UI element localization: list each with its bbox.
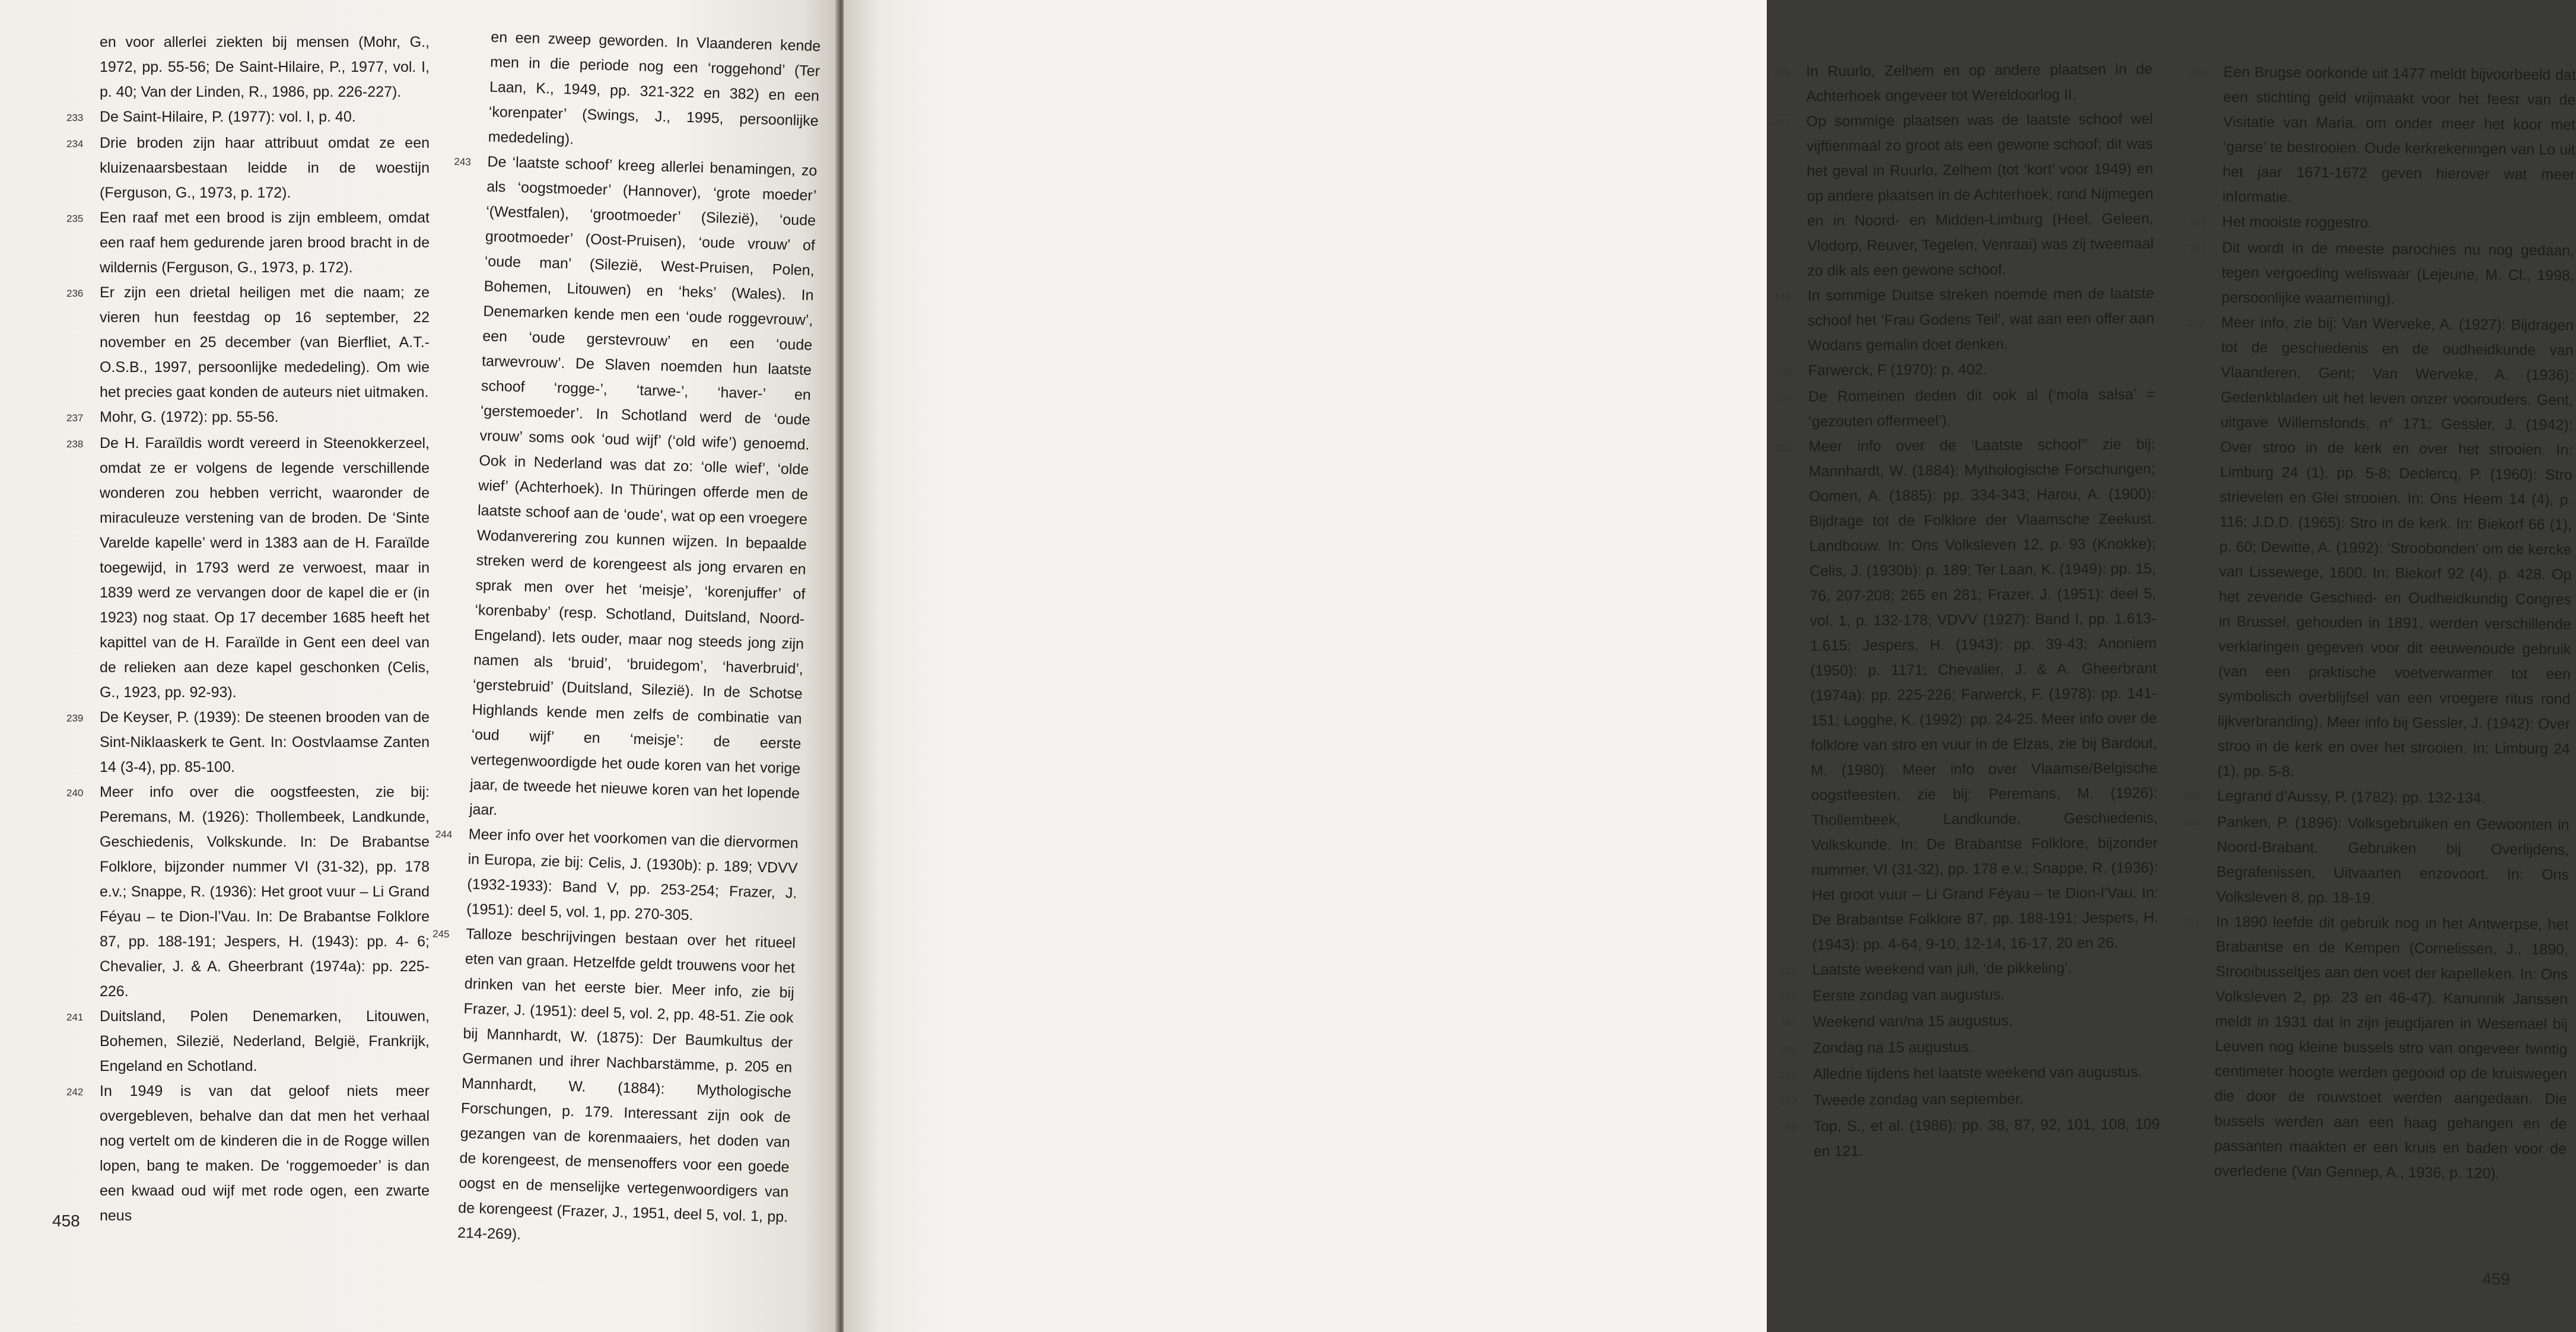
left-page-column-2 (424, 24, 821, 1254)
footnote-265 (2180, 909, 2568, 1187)
footnote-text: Meer info over de ‘Laatste schoof’’ zie bij: Mannhardt, W. (1884): Mythologische Forschungen; Oomen, A. (1885): pp. 334-343; Harou, A. (1900): Bijdrage tot de Folklore der Vlaamsche Zeekust. Landbouw. In: Ons Volksleven 12, p. 93 (Knokke); Celis, J. (1930b): p. 189; Ter Laan, K. (1949): pp. 15, 76, 207-208; 265 en 281; Frazer, J. (1951): deel 5, vol. 1, p. 132-178; VDVV (1927): Band I, pp. 1.613-1.615; Jespers, H. (1943): pp. 39-43; Anoniem (1950): p. 1171; Chevalier, J. & A. Gheerbrant (1974a): pp. 225-226; Farwerck, F. (1978): pp. 141-151; Logghe, K. (1992): pp. 24-25. Meer info over de folklore van stro en vuur in de Elzas, zie bij Bardout, M. (1980). Meer info over Vlaamse/Belgische oogstfeesten, zie bij: Peremans, M. (1926): Thollembeek, Landkunde, Geschiedenis, Volkskunde. In: De Brabantse Folklore, bijzonder nummer, VI (31-32), pp. 178 e.v.; Snappe, R. (1936): Het groot vuur – Li Grand Féyau – te Dion-l’Vau. In: De Brabantse Folklore 87, pp. 188-191; Jespers, H. (1943): pp. 4-64, 9-10, 12-14, 16-17, 20 en 26. (1808, 435, 2159, 953)
footnote-text: In 1890 leefde dit gebruik nog in het Antwerpse, het Brabantse en de Kempen (Cornelissen, J., 1890, Strooibusseltjes aan den voet der kapelleken. In: Ons Volksleven 2, pp. 23 en 46-47). Kanunnik Janssen meldt in 1931 dat in zijn jeugdjaren in Wesemael bij Leuven nog kleine bussels stro van ongeveer twintig centimeter hoogte werden gegooid op de kruiswegen die door de rouwstoet werden aangedaan. Die bussels werden aan een haag gehangen en de passanten maakten er een kruis en baden voor de overledene (Van Gennep, A., 1936, p. 120). (2214, 913, 2569, 1182)
footnote-234 (66, 131, 430, 205)
footnote-number: 259 (2190, 66, 2208, 79)
footnote-text: en een zweep geworden. In Vlaanderen kende men in die periode nog een ‘roggehond’ (Ter Laan, K., 1949, pp. 321-322 en 382) en een ‘korenpater’ (Swings, J., 1995, persoonlijke mededeling). (488, 28, 821, 148)
footnote-number: 260 (2189, 216, 2206, 228)
footnote-237 (66, 405, 430, 431)
footnote-number: 238 (66, 438, 84, 450)
footnote-number: 234 (66, 138, 84, 150)
left-page (0, 0, 838, 1332)
footnote-241 (66, 1004, 430, 1079)
footnote-number: 251 (1775, 441, 1793, 453)
footnote-text: Talloze beschrijvingen bestaan over het ritueel eten van graan. Hetzelfde geldt trouwens voor het drinken van het eerste bier. Meer info, zie bij Frazer, J. (1951): deel 5, vol. 2, pp. 48-51. Zie ook bij Mannhardt, W. (1875): Der Baumkultus der Germanen und ihrer Nachbarstämme, p. 205 en Mannhardt, W. (1884): Mythologische Forschungen, p. 179. Interessant zijn ook de gezangen van de korenmaaiers, het doden van de korengeest, de mensenoffers voor een goede oogst en de menselijke vertegenwoordigers van de korengeest (Frazer, J., 1951, deel 5, vol. 1, pp. 214-269). (457, 925, 796, 1243)
footnote-number: 250 (1774, 392, 1792, 403)
footnote-236 (66, 280, 430, 405)
footnote-number: 244 (435, 828, 453, 841)
footnote-246 (1773, 57, 2153, 109)
footnote-258 (1780, 1111, 2160, 1163)
footnote-number: 243 (454, 155, 472, 168)
footnote-text: Alledrie tijdens het laatste weekend van augustus. (1812, 1063, 2142, 1083)
footnote-text: Op sommige plaatsen was de laatste schoof wel vijftienmaal zo groot als een gewone schoof; dit was het geval in Ruurlo, Zelhem (tot ‘kort’ voor 1949) en op andere plaatsen in de Achterhoek; rond Nijmegen en in Noord- en Midden-Limburg (Heel, Geleen, Vlodorp, Reuver, Tegelen, Venraai) was zij tweemaal zo dik als een gewone schoof. (1806, 110, 2154, 279)
footnote-number: 241 (66, 1012, 84, 1023)
footnote-text: en voor allerlei ziekten bij mensen (Mohr, G., 1972, pp. 55-56; De Saint-Hilaire, P., 1977, vol. I, p. 40; Van der Linden, R., 1986, pp. 226-227). (100, 34, 430, 100)
footnote-number: 263 (2184, 790, 2201, 803)
footnote-259 (2189, 59, 2576, 212)
footnote-text: Legrand d’Aussy, P. (1782): pp. 132-134. (2217, 787, 2486, 807)
footnote-text: Eerste zondag van augustus. (1812, 986, 2005, 1004)
footnote-number: 265 (2183, 916, 2200, 929)
footnote-number: 257 (1780, 1095, 1797, 1107)
footnote-number: 247 (1773, 116, 1791, 128)
footnote-text: Meer info over het voorkomen van die diervormen in Europa, zie bij: Celis, J. (1930b): p. 189; VDVV (1932-1933): Band V, pp. 253-254; Frazer, J. (1951): deel 5, vol. 1, pp. 270-305. (466, 826, 799, 924)
footnote-text: Meer info over die oogstfeesten, zie bij: Peremans, M. (1926): Thollembeek, Landkunde, Geschiedenis, Volkskunde. In: De Brabantse Folklore, bijzonder nummer VI (31-32), pp. 178 e.v.; Snappe, R. (1936): Het groot vuur – Li Grand Féyau – te Dion-l’Vau. In: De Brabantse Folklore 87, pp. 188-191; Jespers, H. (1943): pp. 4- 6; Chevalier, J. & A. Gheerbrant (1974a): pp. 225-226. (100, 784, 430, 1000)
footnote-249 (1775, 356, 2155, 384)
footnote-text: Meer info, zie bij: Van Werveke, A. (1927): Bijdragen tot de geschiedenis en de oudheidkunde van Vlaanderen. Gent; Van Werveke, A. (1936): Gedenkbladen uit het leven onzer voorouders. Gent, uitgave Willemsfonds, n° 171; Gessler, J. (1942): Over stroo in de kerk en over het strooien. In: Limburg 24 (1), pp. 5-8; Declercq, P. (1960): Stro strievelen en Glei strooien. In: Ons Heem 14 (4), p. 116; J.D.D. (1965): Stro in de kerk. In: Biekorf 66 (1), p. 60; Dewitte, A. (1992): ‘Stroobonden’ om de kercke van Lissewege, 1600. In: Biekorf 92 (4), p. 428. Op het zevende Geschied- en Oudheidkundig Congres in Brussel, gehouden in 1891, werden verschillende verklaringen gegeven voor dit eeuwenoude gebruik (van een praktische voetverwarmer tot een symbolisch overblijfsel van een vroegere ritus rond lijkverbranding). Meer info bij Gessler, J. (1942): Over stroo in de kerk en over het strooien. In: Limburg 24 (1), pp. 5-8. (2217, 314, 2574, 780)
footnote-255 (1779, 1033, 2159, 1061)
footnote-number: 245 (432, 928, 450, 940)
footnote-continuation (66, 30, 430, 104)
footnote-number: 258 (1780, 1121, 1798, 1133)
footnote-number: 255 (1779, 1043, 1797, 1055)
footnote-text: De Saint-Hilaire, P. (1977): vol. I, p. 40. (100, 109, 356, 125)
left-page-column-1 (66, 30, 430, 1228)
footnote-248 (1774, 281, 2155, 358)
footnote-text: Zondag na 15 augustus. (1812, 1038, 1973, 1057)
footnote-number: 246 (1773, 66, 1790, 78)
footnote-number: 242 (66, 1086, 84, 1098)
footnote-number: 261 (2189, 242, 2206, 255)
footnote-continuation (454, 24, 821, 158)
footnote-263 (2184, 783, 2569, 813)
footnote-233 (66, 104, 430, 131)
footnote-number: 252 (1779, 965, 1796, 977)
footnote-number: 240 (66, 787, 84, 799)
page-number-right: 459 (2482, 1270, 2510, 1288)
right-page (844, 0, 2576, 1332)
footnote-242 (66, 1079, 430, 1228)
footnote-number: 254 (1779, 1017, 1796, 1029)
footnote-264 (2183, 809, 2569, 913)
footnote-text: Mohr, G. (1972): pp. 55-56. (100, 409, 279, 425)
footnote-256 (1780, 1059, 2160, 1088)
footnote-text: Farwerck, F (1970): p. 402. (1808, 361, 1987, 379)
footnote-number: 235 (66, 213, 84, 224)
footnote-number: 262 (2188, 317, 2205, 329)
footnote-262 (2184, 310, 2574, 787)
footnote-text: Duitsland, Polen Denemarken, Litouwen, Bohemen, Silezië, Nederland, België, Frankrijk, Engeland en Schotland. (100, 1008, 430, 1074)
footnote-239 (66, 705, 430, 780)
footnote-text: Drie broden zijn haar attribuut omdat ze een kluizenaarsbestaan leidde in de woestijn (Ferguson, G., 1973, p. 172). (100, 135, 430, 201)
footnote-254 (1779, 1007, 2159, 1035)
footnote-number: 256 (1779, 1069, 1797, 1081)
footnote-number: 248 (1774, 291, 1792, 303)
footnote-252 (1779, 955, 2159, 983)
footnote-text: In sommige Duitse streken noemde men de laatste schoof het ‘Frau Godens Teil’, wat aan een offer aan Wodans gemalin doet denken. (1807, 285, 2155, 354)
right-page-column-1 (1773, 57, 2160, 1164)
footnote-244 (433, 821, 799, 930)
footnote-text: Tweede zondag van september. (1813, 1091, 2024, 1109)
page-number-left: 458 (52, 1212, 80, 1230)
footnote-text: Top, S., et al. (1986): pp. 38, 87, 92, 101, 108, 109 en 121. (1813, 1115, 2160, 1160)
footnote-243 (435, 148, 817, 831)
footnote-number: 264 (2183, 816, 2201, 829)
footnote-text: In 1949 is van dat geloof niets meer overgebleven, behalve dan dat men het verhaal nog vertelt om de kinderen die in de Rogge willen lopen, bang te maken. De ‘roggemoeder’ is dan een kwaad oud wijf met rode ogen, een zwarte neus (100, 1083, 430, 1224)
footnote-text: Een Brugse oorkonde uit 1477 meldt bijvoorbeeld dat een stichting geld vrijmaakt voor het feest van de Visitatie van Maria, om onder meer het koor met ‘garse’ te bestrooien. Oude kerkrekeningen van Lo uit het jaar 1671-1672 geven hierover wat meer informatie. (2222, 63, 2576, 206)
footnote-261 (2188, 235, 2574, 313)
footnote-253 (1779, 981, 2159, 1009)
footnote-number: 253 (1779, 991, 1796, 1003)
footnote-238 (66, 431, 430, 705)
footnote-260 (2189, 209, 2574, 239)
footnote-text: In Ruurlo, Zelhem en op andere plaatsen in de Achterhoek ongeveer tot Wereldoorlog II. (1806, 61, 2153, 105)
footnote-text: Weekend van/na 15 augustus. (1812, 1012, 2013, 1031)
footnote-number: 233 (66, 112, 84, 123)
footnote-text: Er zijn een drietal heiligen met die naam; ze vieren hun feestdag op 16 september, 22 november en 25 december (van Bierfliet, A.T.- O.S.B., 1997, persoonlijke mededeling). Om wie het precies gaat konden de auteurs niet uitmaken. (100, 284, 430, 400)
footnote-257 (1780, 1085, 2160, 1114)
footnote-text: Dit wordt in de meeste parochies nu nog gedaan, tegen vergoeding weliswaar (Lejeune, M. Cl., 1998, persoonlijke waarneming). (2221, 239, 2575, 308)
footnote-number: 249 (1774, 365, 1792, 377)
footnote-text: De Romeinen deden dit ook al (‘mola salsa’ = ‘gezouten offermeel’). (1808, 386, 2155, 430)
footnote-text: Laatste weekend van juli, ‘de pikkeling’. (1812, 959, 2072, 978)
footnote-235 (66, 205, 430, 280)
footnote-250 (1775, 382, 2155, 434)
right-page-column-2 (2180, 59, 2576, 1187)
footnote-number: 236 (66, 288, 84, 299)
footnote-number: 239 (66, 713, 84, 724)
footnote-247 (1773, 107, 2154, 284)
footnote-text: De ‘laatste schoof’ kreeg allerlei benamingen, zo als ‘oogstmoeder’ (Hannover), ‘grote moeder’ ‘(Westfalen), ‘grootmoeder’ (Silezië), ‘oude grootmoeder’ (Oost-Pruisen), ‘oude vrouw’ of ‘oude man’ (Silezië, West-Pruisen, Polen, Bohemen, Litouwen) en ‘heks’ (Wales). In Denemarken kende men een ‘oude roggevrouw’, een ‘oude gerstevrouw’ en een ‘oude tarwevrouw’. De Slaven noemden hun laatste schoof ‘rogge-’, ‘tarwe-’, ‘haver-’ en ‘gerstemoeder’. In Schotland werd de ‘oude vrouw’ soms ook ‘oud wijf’ (‘old wife’) genoemd. Ook in Nederland was dat zo: ‘olle wief’, ‘olde wief’ (Achterhoek). In Thüringen offerde men de laatste schoof aan de ‘oude’, wat op een vroegere Wodanverering zou kunnen wijzen. In bepaalde streken werd de korengeest als jong ervaren en sprak men over het ‘meisje’, ‘korenjuffer’ of ‘korenbaby’ (resp. Schotland, Duitsland, Noord-Engeland). Iets ouder, maar nog steeds jong zijn namen als ‘bruid’, ‘bruidegom’, ‘haverbruid’, ‘gerstebruid’ (Duitsland, Silezië). In de Schotse Highlands kende men zelfs de combinatie van ‘oud wijf’ en ‘meisje’: de eerste vertegenwoordigde het oude koren van het vorige jaar, de tweede het nieuwe koren van het lopende jaar. (469, 153, 818, 819)
footnote-text: Een raaf met een brood is zijn embleem, omdat een raaf hem gedurende jaren brood bracht in de wildernis (Ferguson, G., 1973, p. 172). (100, 209, 430, 276)
footnote-251 (1775, 432, 2158, 958)
footnote-245 (424, 920, 796, 1254)
footnote-240 (66, 780, 430, 1004)
footnote-number: 237 (66, 412, 84, 424)
footnote-text: Panken, P. (1896): Volksgebruiken en Gewoonten in Noord-Brabant. Gebruiken bij Overlijdens, Begrafenissen, Uitvaarten enzovoort. In: Ons Volksleven 8, pp. 18-19. (2216, 813, 2569, 907)
footnote-text: De Keyser, P. (1939): De steenen brooden van de Sint-Niklaaskerk te Gent. In: Oostvlaamse Zanten 14 (3-4), pp. 85-100. (100, 709, 430, 775)
footnote-text: De H. Faraïldis wordt vereerd in Steenokkerzeel, omdat ze er volgens de legende verschillende wonderen zou hebben verricht, waaronder de miraculeuze verstening van de broden. De ‘Sinte Varelde kapelle’ werd in 1383 aan de H. Faraïlde toegewijd, in 1793 werd ze verwoest, maar in 1839 werd ze vervangen door de kapel die er (in 1923) nog staat. Op 17 december 1685 heeft het kapittel van de H. Faraïlde in Gent een deel van de relieken aan deze kapel geschonken (Celis, G., 1923, pp. 92-93). (100, 435, 430, 701)
footnote-text: Het mooiste roggestro. (2222, 213, 2373, 231)
